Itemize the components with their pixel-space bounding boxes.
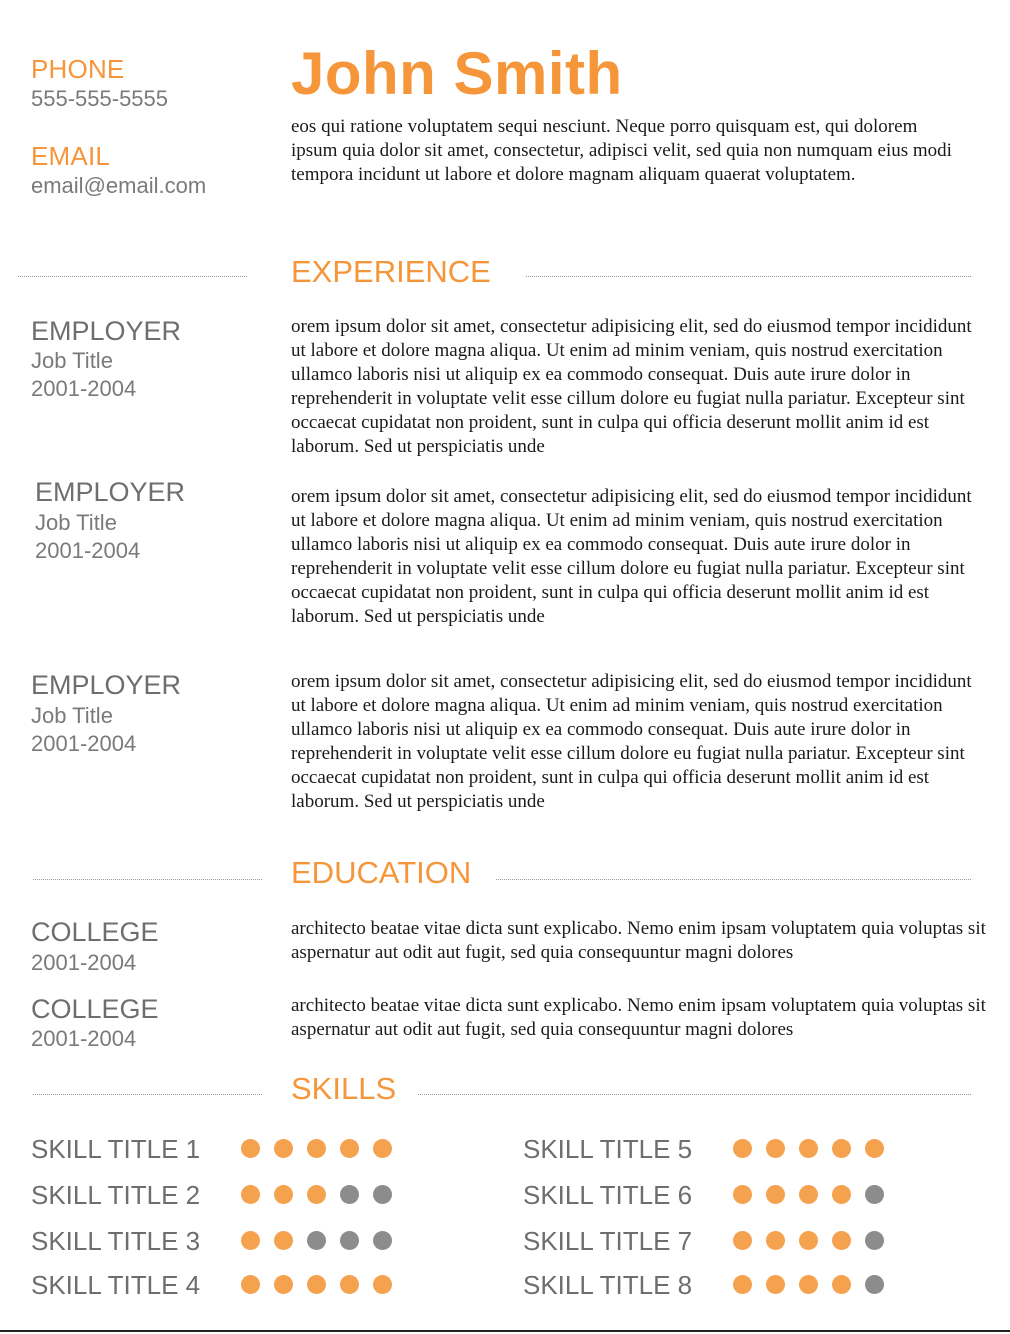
job-title: Job Title xyxy=(35,510,117,535)
summary-text: eos qui ratione voluptatem sequi nesciunt. Neque porro quisquam est, qui dolorem ipsum quia dolor sit amet, consectetur, adipisci velit, sed quia non numquam eius modi tempora incidunt ut labore et dolore magnam aliquam quaerat voluptatem. xyxy=(291,116,952,185)
skill-rating xyxy=(241,1185,392,1204)
divider-experience-left xyxy=(18,276,247,277)
rating-dot-empty xyxy=(307,1231,326,1250)
skills-heading: SKILLS xyxy=(291,1071,397,1106)
skill-rating xyxy=(733,1275,884,1294)
divider-experience-right xyxy=(526,276,971,277)
skill-rating xyxy=(241,1275,392,1294)
skill-rating xyxy=(733,1231,884,1250)
skill-rating xyxy=(241,1139,392,1158)
education-heading: EDUCATION xyxy=(291,855,472,890)
college-description: architecto beatae vitae dicta sunt explicabo. Nemo enim ipsam voluptatem quia voluptas sit aspernatur aut odit aut fugit, sed quia consequuntur magni dolores xyxy=(291,918,986,963)
college-name: COLLEGE xyxy=(31,917,159,947)
rating-dot-filled xyxy=(865,1139,884,1158)
rating-dot-filled xyxy=(274,1185,293,1204)
rating-dot-filled xyxy=(340,1139,359,1158)
college-description: architecto beatae vitae dicta sunt explicabo. Nemo enim ipsam voluptatem quia voluptas sit aspernatur aut odit aut fugit, sed quia consequuntur magni dolores xyxy=(291,995,986,1040)
rating-dot-filled xyxy=(274,1231,293,1250)
skill-title: SKILL TITLE 2 xyxy=(31,1180,201,1210)
rating-dot-filled xyxy=(241,1139,260,1158)
rating-dot-empty xyxy=(373,1185,392,1204)
rating-dot-filled xyxy=(766,1231,785,1250)
rating-dot-filled xyxy=(241,1185,260,1204)
candidate-name: John Smith xyxy=(291,40,623,107)
divider-education-right xyxy=(496,879,971,880)
rating-dot-filled xyxy=(832,1231,851,1250)
rating-dot-filled xyxy=(733,1231,752,1250)
page-bottom-border xyxy=(0,1330,1010,1332)
phone-label: PHONE xyxy=(31,54,125,84)
rating-dot-empty xyxy=(865,1275,884,1294)
college-years: 2001-2004 xyxy=(31,1026,137,1051)
rating-dot-filled xyxy=(307,1139,326,1158)
skill-title: SKILL TITLE 8 xyxy=(523,1270,693,1300)
employer-name: EMPLOYER xyxy=(31,670,182,700)
rating-dot-filled xyxy=(307,1275,326,1294)
email-label: EMAIL xyxy=(31,141,111,171)
rating-dot-empty xyxy=(373,1231,392,1250)
job-description: orem ipsum dolor sit amet, consectetur adipisicing elit, sed do eiusmod tempor incididunt ut labore et dolore magna aliqua. Ut enim ad minim veniam, quis nostrud exercitation ullamco laboris nisi ut aliquip ex ea commodo consequat. Duis aute irure dolor in reprehenderit in voluptate velit esse cillum dolore eu fugiat nulla pariatur. Excepteur sint occaecat cupidatat non proident, sunt in culpa qui officia deserunt mollit anim id est laborum. Sed ut perspiciatis unde xyxy=(291,486,972,627)
divider-education-left xyxy=(33,879,262,880)
rating-dot-filled xyxy=(373,1139,392,1158)
job-title: Job Title xyxy=(31,703,113,728)
rating-dot-filled xyxy=(373,1275,392,1294)
rating-dot-filled xyxy=(274,1275,293,1294)
rating-dot-filled xyxy=(799,1231,818,1250)
skill-title: SKILL TITLE 6 xyxy=(523,1180,693,1210)
rating-dot-filled xyxy=(832,1139,851,1158)
rating-dot-empty xyxy=(340,1185,359,1204)
divider-skills-left xyxy=(33,1094,262,1095)
rating-dot-filled xyxy=(766,1275,785,1294)
rating-dot-empty xyxy=(340,1231,359,1250)
rating-dot-filled xyxy=(799,1139,818,1158)
rating-dot-filled xyxy=(799,1275,818,1294)
skill-rating xyxy=(241,1231,392,1250)
experience-heading: EXPERIENCE xyxy=(291,254,491,289)
email-value: email@email.com xyxy=(31,173,207,198)
employer-name: EMPLOYER xyxy=(35,477,186,507)
college-name: COLLEGE xyxy=(31,994,159,1024)
job-years: 2001-2004 xyxy=(31,376,137,401)
college-years: 2001-2004 xyxy=(31,950,137,975)
rating-dot-empty xyxy=(865,1231,884,1250)
employer-name: EMPLOYER xyxy=(31,316,182,346)
skill-title: SKILL TITLE 1 xyxy=(31,1134,201,1164)
rating-dot-filled xyxy=(241,1231,260,1250)
skill-title: SKILL TITLE 3 xyxy=(31,1226,201,1256)
rating-dot-filled xyxy=(307,1185,326,1204)
divider-skills-right xyxy=(418,1094,971,1095)
rating-dot-filled xyxy=(799,1185,818,1204)
skill-title: SKILL TITLE 4 xyxy=(31,1270,201,1300)
rating-dot-filled xyxy=(766,1139,785,1158)
rating-dot-filled xyxy=(733,1185,752,1204)
rating-dot-filled xyxy=(241,1275,260,1294)
job-description: orem ipsum dolor sit amet, consectetur adipisicing elit, sed do eiusmod tempor incididunt ut labore et dolore magna aliqua. Ut enim ad minim veniam, quis nostrud exercitation ullamco laboris nisi ut aliquip ex ea commodo consequat. Duis aute irure dolor in reprehenderit in voluptate velit esse cillum dolore eu fugiat nulla pariatur. Excepteur sint occaecat cupidatat non proident, sunt in culpa qui officia deserunt mollit anim id est laborum. Sed ut perspiciatis unde xyxy=(291,671,972,812)
rating-dot-filled xyxy=(832,1275,851,1294)
skill-title: SKILL TITLE 7 xyxy=(523,1226,693,1256)
job-years: 2001-2004 xyxy=(31,731,137,756)
rating-dot-filled xyxy=(274,1139,293,1158)
job-title: Job Title xyxy=(31,348,113,373)
job-description: orem ipsum dolor sit amet, consectetur adipisicing elit, sed do eiusmod tempor incididunt ut labore et dolore magna aliqua. Ut enim ad minim veniam, quis nostrud exercitation ullamco laboris nisi ut aliquip ex ea commodo consequat. Duis aute irure dolor in reprehenderit in voluptate velit esse cillum dolore eu fugiat nulla pariatur. Excepteur sint occaecat cupidatat non proident, sunt in culpa qui officia deserunt mollit anim id est laborum. Sed ut perspiciatis unde xyxy=(291,316,972,457)
rating-dot-filled xyxy=(832,1185,851,1204)
skill-title: SKILL TITLE 5 xyxy=(523,1134,693,1164)
phone-value: 555-555-5555 xyxy=(31,86,169,111)
rating-dot-filled xyxy=(733,1275,752,1294)
rating-dot-filled xyxy=(340,1275,359,1294)
skill-rating xyxy=(733,1185,884,1204)
rating-dot-filled xyxy=(733,1139,752,1158)
rating-dot-filled xyxy=(766,1185,785,1204)
skill-rating xyxy=(733,1139,884,1158)
job-years: 2001-2004 xyxy=(35,538,141,563)
rating-dot-empty xyxy=(865,1185,884,1204)
